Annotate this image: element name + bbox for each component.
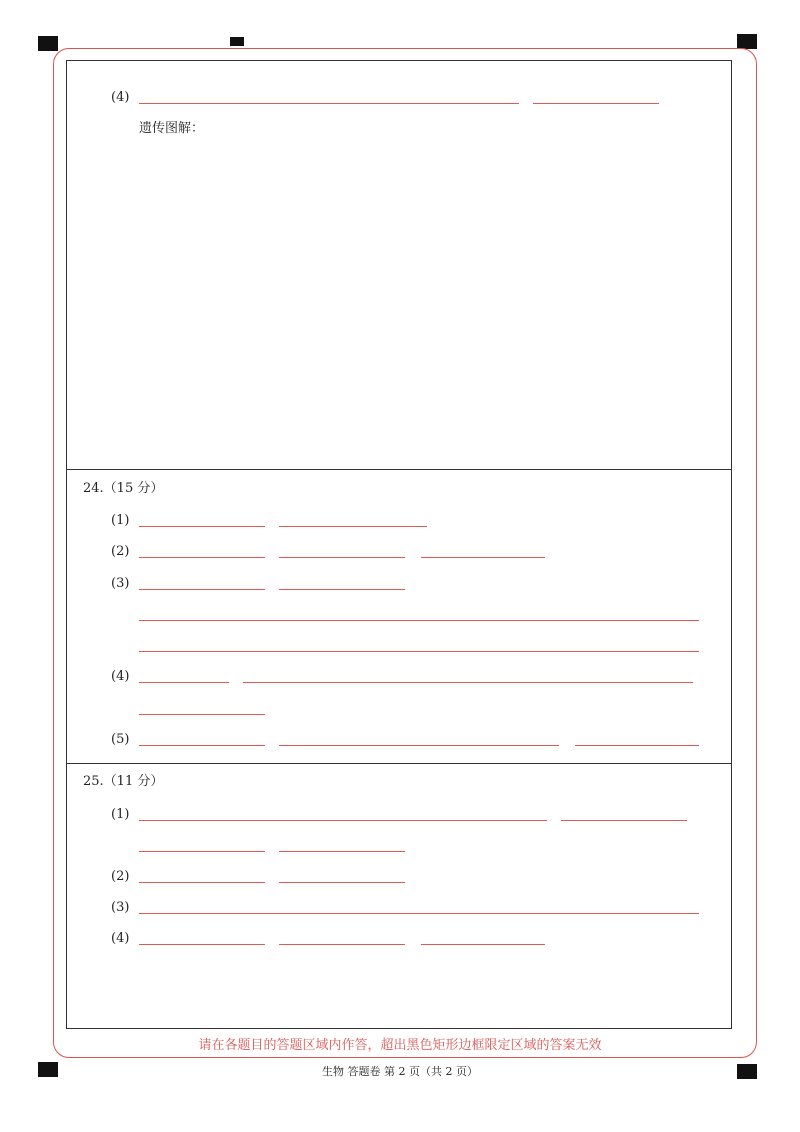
q24-part4-line-1[interactable]	[139, 682, 229, 683]
q25-part1-label: (1)	[111, 807, 130, 822]
q24-part2-line-2[interactable]	[279, 557, 405, 558]
registration-mark-top-left	[38, 36, 58, 51]
q25-part3-line-1[interactable]	[139, 913, 699, 914]
q25-part1-line-1[interactable]	[139, 820, 547, 821]
q25-part4-label: (4)	[111, 931, 130, 946]
q25-header: 25.（11 分）	[83, 774, 164, 789]
q24-part2-line-3[interactable]	[421, 557, 545, 558]
q24-part4-label: (4)	[111, 669, 130, 684]
q23-part4-label: (4)	[111, 90, 130, 105]
q24-part3-line-1[interactable]	[139, 589, 265, 590]
q25-part1-line-2[interactable]	[561, 820, 687, 821]
q24-part4-line-2[interactable]	[243, 682, 693, 683]
q24-part5-line-1[interactable]	[139, 745, 265, 746]
q25-part2-line-1[interactable]	[139, 882, 265, 883]
q25-part2-line-2[interactable]	[279, 882, 405, 883]
registration-mark-top-right	[737, 34, 757, 49]
page-footer: 生物 答题卷 第 2 页（共 2 页）	[322, 1065, 478, 1078]
q24-part3-line-2[interactable]	[279, 589, 405, 590]
q25-part1-line-4[interactable]	[279, 851, 405, 852]
q24-part2-line-1[interactable]	[139, 557, 265, 558]
q24-part5-line-3[interactable]	[575, 745, 699, 746]
genetic-diagram-label: 遗传图解：	[139, 121, 205, 136]
q24-part3-line-3[interactable]	[139, 620, 699, 621]
q25-part1-line-3[interactable]	[139, 851, 265, 852]
q25-part3-label: (3)	[111, 900, 130, 915]
question-24-box	[66, 469, 732, 764]
q24-part4-line-3[interactable]	[139, 714, 265, 715]
question-25-box	[66, 763, 732, 1029]
q23-part4-answer-line-2[interactable]	[533, 103, 659, 104]
q24-part1-label: (1)	[111, 513, 130, 528]
q24-part3-line-4[interactable]	[139, 651, 699, 652]
out-of-bounds-warning: 请在各题目的答题区域内作答，超出黑色矩形边框限定区域的答案无效	[198, 1038, 602, 1053]
q24-part1-line-2[interactable]	[279, 526, 427, 527]
q23-part4-answer-line-1[interactable]	[139, 103, 519, 104]
q25-part2-label: (2)	[111, 869, 130, 884]
q24-part3-label: (3)	[111, 576, 130, 591]
q24-part1-line-1[interactable]	[139, 526, 265, 527]
registration-mark-top-center	[230, 37, 244, 46]
q24-part2-label: (2)	[111, 544, 130, 559]
question-23-box	[66, 60, 732, 470]
q25-part4-line-2[interactable]	[279, 944, 405, 945]
q25-part4-line-1[interactable]	[139, 944, 265, 945]
q24-header: 24.（15 分）	[83, 481, 164, 496]
q25-part4-line-3[interactable]	[421, 944, 545, 945]
q24-part5-label: (5)	[111, 732, 130, 747]
q24-part5-line-2[interactable]	[279, 745, 559, 746]
